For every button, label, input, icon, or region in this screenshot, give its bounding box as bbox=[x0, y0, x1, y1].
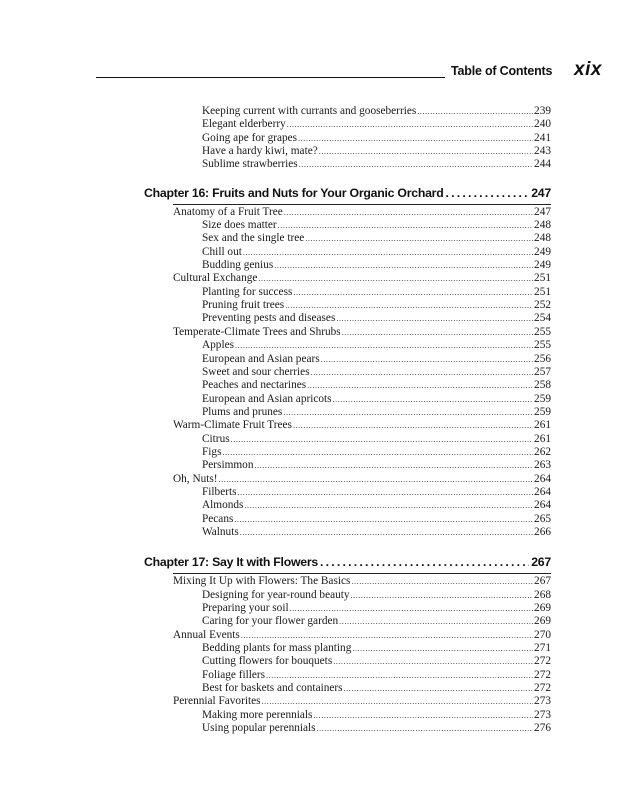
toc-subsection-entry bbox=[144, 526, 551, 539]
toc-subsection-entry bbox=[144, 286, 551, 299]
dot-leader bbox=[311, 366, 533, 379]
toc-subsection-entry-title: Sweet and sour cherries bbox=[202, 365, 310, 378]
toc-section-entry bbox=[144, 326, 551, 339]
toc-subsection-entry bbox=[144, 406, 551, 419]
toc-subsection-entry-page: 248 bbox=[534, 232, 551, 245]
toc-subsection-entry bbox=[144, 669, 551, 682]
dot-leader bbox=[266, 669, 533, 682]
dot-leader bbox=[243, 246, 533, 259]
toc-subsection-entry bbox=[144, 339, 551, 352]
toc-subsection-entry-title: Size does matter bbox=[202, 219, 277, 232]
toc-subsection-entry bbox=[144, 459, 551, 472]
toc-section-entry bbox=[144, 473, 551, 486]
toc-subsection-entry bbox=[144, 655, 551, 668]
toc-subsection-entry-title: Apples bbox=[202, 339, 235, 352]
toc-subsection-entry bbox=[144, 722, 551, 735]
section-list bbox=[144, 573, 551, 735]
toc-subsection-entry bbox=[144, 118, 551, 131]
toc-subsection-entry-page: 273 bbox=[534, 708, 551, 721]
toc-subsection-entry-title: European and Asian pears bbox=[202, 352, 320, 365]
dot-leader bbox=[241, 629, 533, 642]
toc-subsection-entry-page: 272 bbox=[534, 655, 551, 668]
chapter-title: Chapter 16: Fruits and Nuts for Your Organic Orchard bbox=[144, 185, 444, 200]
section-list bbox=[144, 204, 551, 540]
toc-subsection-entry-page: 255 bbox=[534, 339, 551, 352]
toc-subsection-entry bbox=[144, 433, 551, 446]
toc-subsection-entry-title: Keeping current with currants and gooseberries bbox=[202, 105, 417, 117]
dot-leader bbox=[234, 513, 533, 526]
dot-leader bbox=[290, 602, 533, 615]
toc-subsection-entry-page: 243 bbox=[534, 145, 551, 158]
dot-leader bbox=[298, 132, 533, 145]
chapter-list bbox=[144, 184, 551, 736]
toc-subsection-entry-page: 252 bbox=[534, 299, 551, 312]
toc-subsection-entry-title: Preparing your soil bbox=[202, 602, 289, 614]
dot-leader bbox=[258, 272, 533, 285]
toc-subsection-entry-page: 269 bbox=[534, 602, 551, 614]
toc-subsection-entry-title: Foliage fillers bbox=[202, 668, 266, 681]
running-header bbox=[96, 59, 611, 84]
dot-leader bbox=[278, 219, 533, 232]
dot-leader bbox=[336, 312, 533, 325]
divider-line bbox=[173, 204, 551, 205]
toc-subsection-entry bbox=[144, 232, 551, 245]
toc-subsection-entry-page: 259 bbox=[534, 405, 551, 418]
toc-subsection-entry-page: 240 bbox=[534, 118, 551, 131]
toc-subsection-entry-title: Going ape for grapes bbox=[202, 131, 298, 144]
toc-section-entry bbox=[144, 695, 551, 708]
toc-subsection-entry-page: 249 bbox=[534, 245, 551, 258]
toc-subsection-entry bbox=[144, 145, 551, 158]
toc-subsection-entry-page: 266 bbox=[534, 525, 551, 538]
toc-subsection-entry-title: Caring for your flower garden bbox=[202, 615, 339, 628]
toc-subsection-entry-title: Plums and prunes bbox=[202, 405, 283, 418]
chapter-heading bbox=[144, 184, 551, 202]
dot-leader bbox=[307, 379, 533, 392]
dot-leader bbox=[287, 118, 533, 131]
toc-subsection-entry-title: Bedding plants for mass planting bbox=[202, 642, 352, 655]
toc-subsection-entry-page: 256 bbox=[534, 352, 551, 365]
dot-leader bbox=[313, 709, 533, 722]
toc-subsection-entry-page: 248 bbox=[534, 219, 551, 232]
toc-section-entry-title: Anatomy of a Fruit Tree bbox=[173, 205, 283, 218]
toc-subsection-entry-page: 265 bbox=[534, 512, 551, 525]
toc-section-entry-title: Temperate-Climate Trees and Shrubs bbox=[173, 325, 341, 338]
dot-leader bbox=[339, 615, 533, 628]
toc-subsection-entry bbox=[144, 499, 551, 512]
toc-subsection-entry-title: Pruning fruit trees bbox=[202, 299, 285, 312]
toc-subsection-entry-title: Filberts bbox=[202, 485, 237, 498]
dot-leader bbox=[342, 326, 533, 339]
dot-leader bbox=[293, 286, 533, 299]
dot-leader bbox=[319, 145, 533, 158]
dot-leader bbox=[283, 406, 533, 419]
toc-section-entry-page: 255 bbox=[534, 325, 551, 338]
dot-leader bbox=[352, 642, 533, 655]
toc-subsection-entry bbox=[144, 366, 551, 379]
chapter-page: 267 bbox=[531, 555, 551, 570]
toc-subsection-entry-title: European and Asian apricots bbox=[202, 392, 332, 405]
toc-section-entry bbox=[144, 419, 551, 432]
toc-subsection-entry bbox=[144, 513, 551, 526]
toc-subsection-entry bbox=[144, 642, 551, 655]
dot-leader bbox=[333, 393, 533, 406]
dot-leader bbox=[219, 473, 533, 486]
dot-leader bbox=[238, 486, 534, 499]
chapter-block bbox=[144, 553, 551, 735]
toc-subsection-entry-title: Making more perennials bbox=[202, 708, 313, 721]
dot-leader bbox=[445, 184, 529, 202]
toc-subsection-entry-title: Using popular perennials bbox=[202, 722, 316, 735]
toc-subsection-entry bbox=[144, 589, 551, 602]
toc-subsection-entry-title: Persimmon bbox=[202, 459, 254, 472]
toc-section-entry-page: 251 bbox=[534, 272, 551, 285]
toc-subsection-entry bbox=[144, 393, 551, 406]
toc-subsection-entry bbox=[144, 353, 551, 366]
dot-leader bbox=[222, 446, 533, 459]
toc-subsection-entry-page: 259 bbox=[534, 392, 551, 405]
toc-subsection-entry bbox=[144, 105, 551, 118]
toc-section-entry bbox=[144, 575, 551, 588]
toc-subsection-entry bbox=[144, 602, 551, 615]
toc-subsection-entry bbox=[144, 682, 551, 695]
toc-section-entry-title: Annual Events bbox=[173, 628, 240, 641]
dot-leader bbox=[320, 553, 529, 571]
toc-subsection-entry-page: 241 bbox=[534, 131, 551, 144]
dot-leader bbox=[284, 206, 533, 219]
dot-leader bbox=[244, 499, 533, 512]
dot-leader bbox=[235, 339, 533, 352]
toc-subsection-entry bbox=[144, 709, 551, 722]
toc-subsection-entry-title: Peaches and nectarines bbox=[202, 379, 307, 392]
toc-subsection-entry-page: 254 bbox=[534, 312, 551, 325]
toc-section-entry-title: Warm-Climate Fruit Trees bbox=[173, 419, 292, 432]
toc-subsection-entry-page: 271 bbox=[534, 642, 551, 655]
toc-subsection-entry bbox=[144, 219, 551, 232]
toc-subsection-entry bbox=[144, 312, 551, 325]
toc-subsection-entry-page: 239 bbox=[534, 105, 551, 117]
toc-subsection-entry-page: 249 bbox=[534, 259, 551, 272]
toc-subsection-entry-title: Walnuts bbox=[202, 525, 239, 538]
dot-leader bbox=[231, 433, 533, 446]
page-number: xix bbox=[574, 59, 602, 80]
toc-section-entry-page: 264 bbox=[534, 472, 551, 485]
dot-leader bbox=[299, 158, 533, 171]
dot-leader bbox=[317, 722, 533, 735]
dot-leader bbox=[305, 232, 533, 245]
toc-subsection-entry-page: 262 bbox=[534, 445, 551, 458]
toc-subsection-entry-title: Sublime strawberries bbox=[202, 158, 298, 171]
toc-section-entry-title: Oh, Nuts! bbox=[173, 472, 218, 485]
toc-section-entry-page: 270 bbox=[534, 628, 551, 641]
toc-subsection-entry-title: Figs bbox=[202, 445, 222, 458]
toc-subsection-entry-page: 257 bbox=[534, 365, 551, 378]
dot-leader bbox=[240, 526, 533, 539]
chapter-title: Chapter 17: Say It with Flowers bbox=[144, 555, 319, 570]
dot-leader bbox=[351, 589, 534, 602]
toc-subsection-entry bbox=[144, 158, 551, 171]
toc-subsection-entry bbox=[144, 615, 551, 628]
table-of-contents bbox=[144, 105, 551, 735]
toc-subsection-entry-title: Budding genius bbox=[202, 259, 274, 272]
toc-subsection-entry-title: Pecans bbox=[202, 512, 234, 525]
toc-subsection-entry-page: 244 bbox=[534, 158, 551, 171]
toc-section-entry bbox=[144, 206, 551, 219]
toc-subsection-entry bbox=[144, 486, 551, 499]
toc-subsection-entry-title: Designing for year-round beauty bbox=[202, 588, 350, 601]
toc-subsection-entry-page: 251 bbox=[534, 285, 551, 298]
toc-subsection-entry-title: Have a hardy kiwi, mate? bbox=[202, 145, 318, 158]
toc-section-entry-title: Cultural Exchange bbox=[173, 272, 258, 285]
dot-leader bbox=[254, 459, 533, 472]
toc-subsection-entry-title: Planting for success bbox=[202, 285, 293, 298]
dot-leader bbox=[293, 419, 533, 432]
toc-subsection-entry-page: 261 bbox=[534, 432, 551, 445]
toc-subsection-entry bbox=[144, 132, 551, 145]
toc-subsection-entry-title: Sex and the single tree bbox=[202, 232, 305, 245]
toc-subsection-entry-page: 268 bbox=[534, 588, 551, 601]
chapter-page: 247 bbox=[531, 185, 551, 200]
toc-subsection-entry-title: Cutting flowers for bouquets bbox=[202, 655, 333, 668]
toc-subsection-entry-title: Best for baskets and containers bbox=[202, 682, 343, 695]
dot-leader bbox=[417, 105, 533, 118]
dot-leader bbox=[321, 353, 533, 366]
carryover-entries bbox=[144, 105, 551, 172]
header-rule bbox=[96, 77, 445, 78]
toc-subsection-entry-title: Chill out bbox=[202, 245, 242, 258]
toc-subsection-entry-page: 276 bbox=[534, 722, 551, 735]
toc-section-entry-page: 267 bbox=[534, 575, 551, 588]
toc-subsection-entry bbox=[144, 299, 551, 312]
chapter-heading bbox=[144, 553, 551, 571]
toc-subsection-entry-page: 272 bbox=[534, 682, 551, 695]
divider-line bbox=[173, 573, 551, 574]
dot-leader bbox=[333, 655, 533, 668]
toc-subsection-entry-title: Citrus bbox=[202, 432, 230, 445]
toc-section-entry-page: 247 bbox=[534, 205, 551, 218]
toc-subsection-entry-page: 272 bbox=[534, 668, 551, 681]
toc-section-entry-title: Mixing It Up with Flowers: The Basics bbox=[173, 575, 351, 588]
dot-leader bbox=[285, 299, 533, 312]
toc-subsection-entry-page: 264 bbox=[534, 499, 551, 512]
toc-section-entry bbox=[144, 272, 551, 285]
dot-leader bbox=[344, 682, 534, 695]
chapter-block bbox=[144, 184, 551, 540]
toc-subsection-entry bbox=[144, 379, 551, 392]
toc-section-entry-page: 261 bbox=[534, 419, 551, 432]
header-title: Table of Contents bbox=[451, 64, 553, 78]
dot-leader bbox=[274, 259, 533, 272]
toc-section-entry-title: Perennial Favorites bbox=[173, 695, 261, 708]
dot-leader bbox=[351, 575, 533, 588]
toc-subsection-entry-title: Elegant elderberry bbox=[202, 118, 286, 131]
toc-subsection-entry-page: 263 bbox=[534, 459, 551, 472]
toc-subsection-entry-page: 264 bbox=[534, 485, 551, 498]
toc-subsection-entry-title: Preventing pests and diseases bbox=[202, 312, 336, 325]
toc-subsection-entry bbox=[144, 446, 551, 459]
toc-subsection-entry-title: Almonds bbox=[202, 499, 244, 512]
dot-leader bbox=[262, 695, 534, 708]
toc-subsection-entry-page: 258 bbox=[534, 379, 551, 392]
toc-subsection-entry-page: 269 bbox=[534, 615, 551, 628]
toc-subsection-entry bbox=[144, 259, 551, 272]
toc-section-entry-page: 273 bbox=[534, 695, 551, 708]
toc-subsection-entry bbox=[144, 246, 551, 259]
toc-section-entry bbox=[144, 629, 551, 642]
